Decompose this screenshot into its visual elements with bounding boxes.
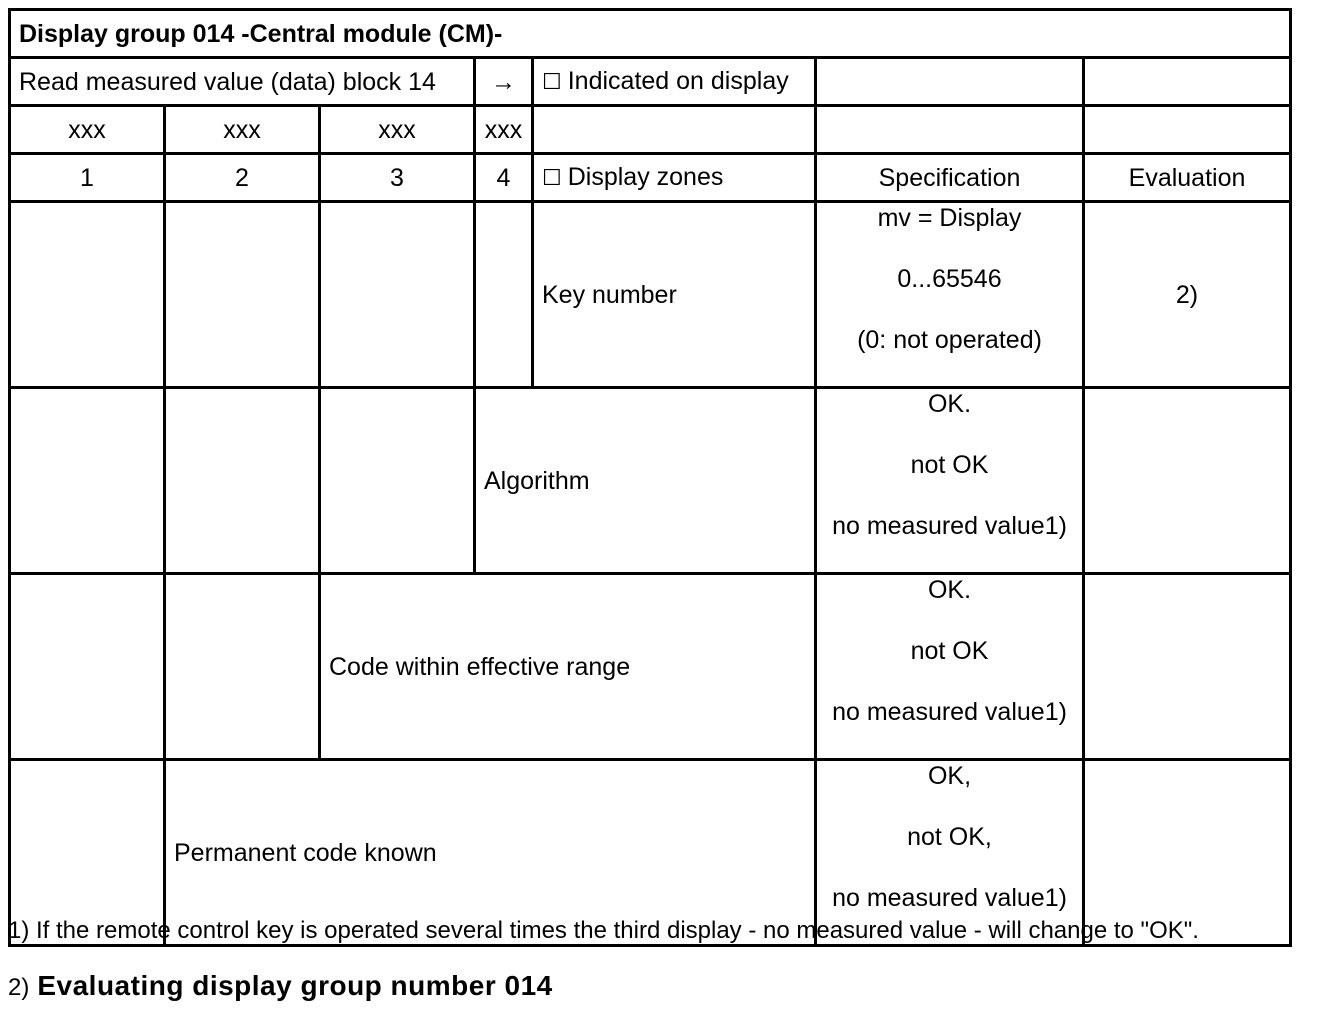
display-zones-header xyxy=(533,154,816,202)
spec-line: OK. xyxy=(927,390,972,418)
specification-cell xyxy=(816,574,1084,760)
empty-cell xyxy=(1084,58,1291,106)
table-title: Display group 014 -Central module (CM)- xyxy=(10,10,1291,58)
col-header-3: 3 xyxy=(320,154,475,202)
evaluation-cell xyxy=(1084,388,1291,574)
spec-line: no measured value1) xyxy=(832,698,1067,726)
spec-line: 0...65546 xyxy=(897,265,1002,293)
arrow-icon: → xyxy=(475,58,533,106)
empty-cell xyxy=(165,574,320,760)
title-row xyxy=(10,10,1291,58)
indicated-on-display-cell xyxy=(533,58,816,106)
row-label: Code within effective range xyxy=(320,574,816,760)
display-group-table xyxy=(8,8,1292,947)
empty-cell xyxy=(320,202,475,388)
empty-cell xyxy=(533,106,816,154)
header-row xyxy=(10,154,1291,202)
spec-line: not OK xyxy=(910,637,989,665)
empty-cell xyxy=(10,388,165,574)
empty-cell xyxy=(10,202,165,388)
empty-cell xyxy=(1084,106,1291,154)
col-header-2: 2 xyxy=(165,154,320,202)
col-header-4: 4 xyxy=(475,154,533,202)
empty-cell xyxy=(816,106,1084,154)
col-header-1: 1 xyxy=(10,154,165,202)
footnote-2-text: Evaluating display group number 014 xyxy=(37,970,553,1001)
table-row xyxy=(10,574,1291,760)
xxx-cell-1: xxx xyxy=(10,106,165,154)
display-zones-label: Display zones xyxy=(567,163,724,191)
empty-cell xyxy=(816,58,1084,106)
spec-line: not OK, xyxy=(907,823,992,851)
spec-line: (0: not operated) xyxy=(857,326,1042,354)
table-row xyxy=(10,202,1291,388)
specification-cell xyxy=(816,202,1084,388)
specification-cell xyxy=(816,388,1084,574)
empty-cell xyxy=(165,202,320,388)
evaluation-cell: 2) xyxy=(1084,202,1291,388)
spec-line: no measured value1) xyxy=(832,512,1067,540)
xxx-cell-3: xxx xyxy=(320,106,475,154)
spec-line: no measured value1) xyxy=(832,884,1067,912)
footnote-1: 1) If the remote control key is operated several times the third display - no measured value - will change to "OK". xyxy=(8,917,1199,944)
row-label: Permanent code known xyxy=(165,760,816,946)
xxx-cell-2: xxx xyxy=(165,106,320,154)
empty-cell xyxy=(165,388,320,574)
specification-header: Specification xyxy=(816,154,1084,202)
xxx-cell-4: xxx xyxy=(475,106,533,154)
row-label: Algorithm xyxy=(475,388,816,574)
read-row xyxy=(10,58,1291,106)
empty-cell xyxy=(475,202,533,388)
evaluation-cell xyxy=(1084,574,1291,760)
read-block-label: Read measured value (data) block 14 xyxy=(10,58,475,106)
empty-cell xyxy=(320,388,475,574)
spec-line: mv = Display xyxy=(877,204,1022,232)
row-label: Key number xyxy=(533,202,816,388)
indicated-on-display-label: Indicated on display xyxy=(567,67,789,95)
spec-line: not OK xyxy=(910,451,989,479)
empty-cell xyxy=(10,574,165,760)
footnote-2-number: 2) xyxy=(8,974,30,1001)
spec-line: OK. xyxy=(927,576,972,604)
table-row xyxy=(10,388,1291,574)
evaluation-header: Evaluation xyxy=(1084,154,1291,202)
checkbox-square-icon: ☐ xyxy=(542,69,562,94)
spec-line: OK, xyxy=(927,762,972,790)
checkbox-square-icon: ☐ xyxy=(542,165,562,190)
footnote-2 xyxy=(8,970,553,1002)
xxx-row xyxy=(10,106,1291,154)
